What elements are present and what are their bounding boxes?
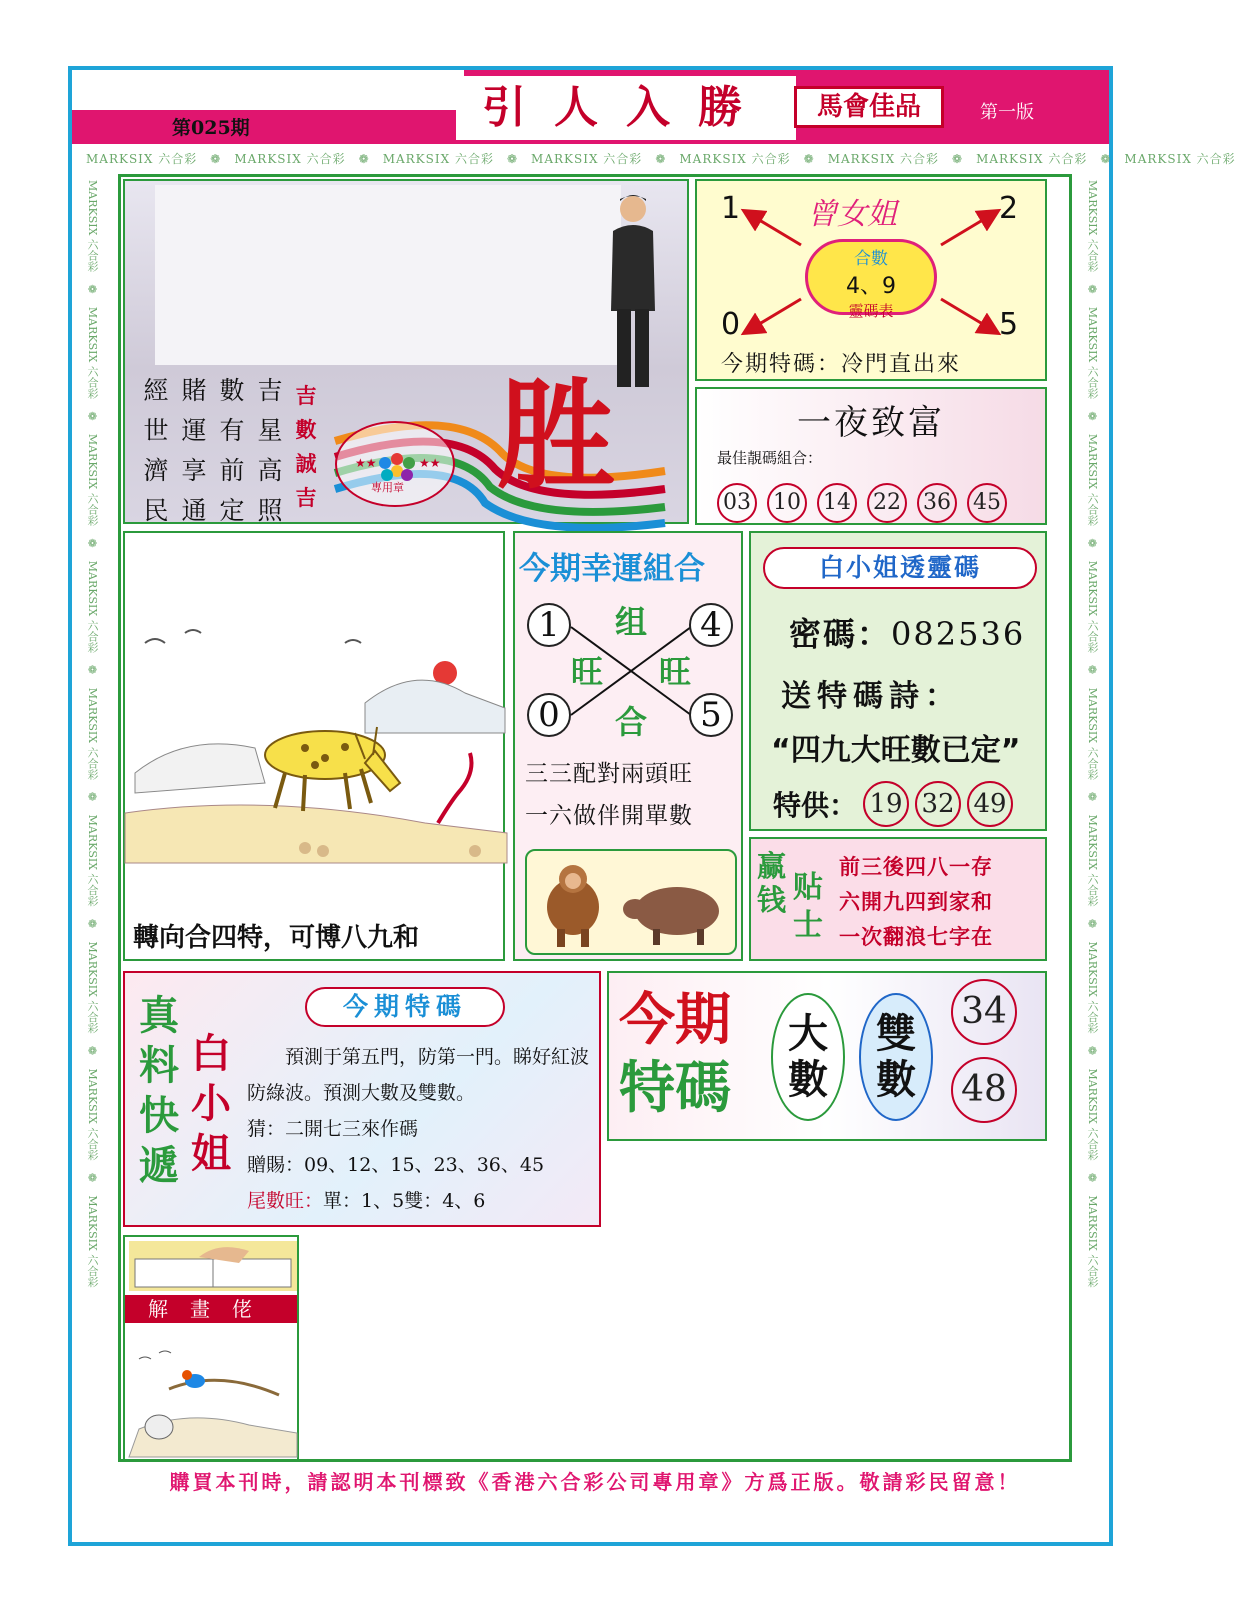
express-vertical-a: 真料快遞 <box>139 993 179 1189</box>
zeng-title: 曾女姐 <box>807 197 897 232</box>
number-circle: 10 <box>767 483 807 523</box>
lucky-line: 三三配對兩頭旺 <box>525 761 693 787</box>
tips-label-a: 赢钱 <box>757 849 787 917</box>
hero-poem <box>143 371 283 531</box>
zeng-footer: 今期特碼：冷門直出來 <box>721 352 962 377</box>
express-line: 猜：二開七三來作碼 <box>247 1118 419 1140</box>
poem-label: 送特碼詩： <box>781 679 961 714</box>
tail-label: 尾數旺： <box>247 1190 324 1212</box>
corner-number: 2 <box>999 191 1019 226</box>
lucky-combination-panel <box>513 531 743 961</box>
special-label: 特供： <box>773 789 858 822</box>
hero-red-phrase: 吉數誠吉 <box>295 383 317 510</box>
zeng-oval <box>805 239 937 320</box>
bai-special <box>773 781 1013 827</box>
poem-line: 經世濟民 <box>143 376 169 525</box>
deer-illustration <box>125 533 507 903</box>
special-big-2: 特碼 <box>619 1056 731 1121</box>
zeng-panel <box>695 179 1047 381</box>
number-circle: 34 <box>951 979 1017 1045</box>
code-value: 082536 <box>891 615 1026 653</box>
brand-badge: 馬會佳品 <box>794 86 944 128</box>
number-circle: 19 <box>863 781 909 827</box>
book-illustration <box>129 1241 297 1291</box>
lucky-char: 合 <box>615 703 648 741</box>
tips-line: 六開九四到家和 <box>839 889 993 914</box>
sheng-character: 胜 <box>497 367 616 505</box>
main-title: 引人入勝 <box>456 76 796 140</box>
svg-text:★★: ★★ <box>419 456 441 470</box>
tips-line: 前三後四八一存 <box>839 854 993 879</box>
special-big-text <box>619 987 759 1123</box>
oval-value: 4、9 <box>846 274 896 299</box>
corner-number: 5 <box>999 307 1019 342</box>
lucky-number: 1 <box>527 603 571 647</box>
bird-illustration <box>129 1329 297 1457</box>
express-line: 預測于第五門，防第一門。睇好紅波防綠波。預測大數及雙數。 <box>247 1046 590 1104</box>
number-circle: 36 <box>917 483 957 523</box>
deer-picture-panel <box>123 531 505 961</box>
hero-panel <box>123 179 689 524</box>
oval-sub: 靈碼表 <box>848 302 894 320</box>
lucky-line: 一六做伴開單數 <box>525 803 693 829</box>
fortune-subtitle: 最佳靚碼組合： <box>717 449 823 467</box>
bai-poem: “四九大旺數已定” <box>771 733 1021 768</box>
watermark-top: MARKSIX 六合彩 ❁ MARKSIX 六合彩 ❁ MARKSIX 六合彩 ❁ MARKSIX 六合彩 ❁ MARKSIX 六合彩 ❁ MARKSIX 六合彩 ❁ MARKSIX 六合彩 ❁ MARKSIX 六合彩 <box>86 152 1236 166</box>
corner-number: 0 <box>721 307 741 342</box>
lucky-number: 4 <box>689 603 733 647</box>
page-sheet <box>68 66 1236 1546</box>
number-circle: 22 <box>867 483 907 523</box>
header <box>72 70 1109 144</box>
lucky-lines <box>525 753 693 837</box>
number-circle: 49 <box>967 781 1013 827</box>
fortune-numbers <box>717 483 1007 523</box>
lucky-cross <box>525 597 737 747</box>
lucky-char: 组 <box>615 603 648 641</box>
special-big-1: 今期 <box>619 988 731 1053</box>
tips-label-b: 贴士 <box>793 870 823 943</box>
special-numbers <box>951 979 1017 1135</box>
lucky-title: 今期幸運組合 <box>519 551 705 587</box>
tail-value: 單：1、5雙：4、6 <box>323 1190 486 1212</box>
stamp-label: 專用章 <box>371 481 404 494</box>
code-label: 密碼： <box>789 615 892 653</box>
number-circle: 48 <box>951 1057 1017 1123</box>
watermark-right: MARKSIX 六合彩 ❁ MARKSIX 六合彩 ❁ MARKSIX 六合彩 ❁ MARKSIX 六合彩 ❁ MARKSIX 六合彩 ❁ MARKSIX 六合彩 ❁ MARKSIX 六合彩 ❁ MARKSIX 六合彩 ❁ MARKSIX 六合彩 <box>1086 180 1099 1288</box>
bai-code <box>789 609 1025 655</box>
monkey-pig-illustration <box>527 851 735 953</box>
big-number-oval: 大數 <box>771 993 845 1121</box>
oval-label: 合數 <box>854 249 888 269</box>
animals-picture <box>525 849 737 955</box>
bai-panel <box>749 531 1047 831</box>
express-line <box>247 1183 597 1219</box>
content-area <box>118 174 1072 1462</box>
bai-title: 白小姐透靈碼 <box>763 547 1037 589</box>
express-title: 今期特碼 <box>305 987 505 1027</box>
tips-panel <box>749 837 1047 961</box>
lucky-number: 5 <box>689 693 733 737</box>
footer-notice: 購買本刊時，請認明本刊標致《香港六合彩公司專用章》方爲正版。敬請彩民留意！ <box>169 1470 1021 1494</box>
poem-line: 數有前定 <box>219 376 245 525</box>
number-circle: 14 <box>817 483 857 523</box>
deer-caption: 轉向合四特，可博八九和 <box>133 923 420 953</box>
lucky-char: 旺 <box>659 653 692 691</box>
fortune-title: 一夜致富 <box>797 403 945 443</box>
lucky-char: 旺 <box>571 653 604 691</box>
number-circle: 45 <box>967 483 1007 523</box>
express-panel <box>123 971 601 1227</box>
svg-text:★★: ★★ <box>355 456 377 470</box>
express-line: 贈賜：09、12、15、23、36、45 <box>247 1154 545 1176</box>
number-circle: 32 <box>915 781 961 827</box>
picture-interpreter-panel <box>123 1235 299 1461</box>
issue-number: 第025期 <box>172 117 250 139</box>
fortune-panel <box>695 387 1047 525</box>
poem-line: 吉星高照 <box>257 376 283 525</box>
express-body <box>247 1039 597 1219</box>
even-number-oval: 雙數 <box>859 993 933 1121</box>
poem-line: 賭運享通 <box>181 376 207 525</box>
edition-label: 第一版 <box>980 102 1034 123</box>
tips-lines <box>839 849 993 954</box>
special-panel <box>607 971 1047 1141</box>
interpreter-banner: 解畫佬 <box>125 1295 297 1323</box>
watermark-left: MARKSIX 六合彩 ❁ MARKSIX 六合彩 ❁ MARKSIX 六合彩 ❁ MARKSIX 六合彩 ❁ MARKSIX 六合彩 ❁ MARKSIX 六合彩 ❁ MARKSIX 六合彩 ❁ MARKSIX 六合彩 ❁ MARKSIX 六合彩 <box>86 180 99 1288</box>
corner-number: 1 <box>721 191 741 226</box>
tips-line: 一次翻浪七字在 <box>839 924 993 949</box>
lucky-number: 0 <box>527 693 571 737</box>
express-vertical-b: 白小姐 <box>191 1031 231 1177</box>
number-circle: 03 <box>717 483 757 523</box>
